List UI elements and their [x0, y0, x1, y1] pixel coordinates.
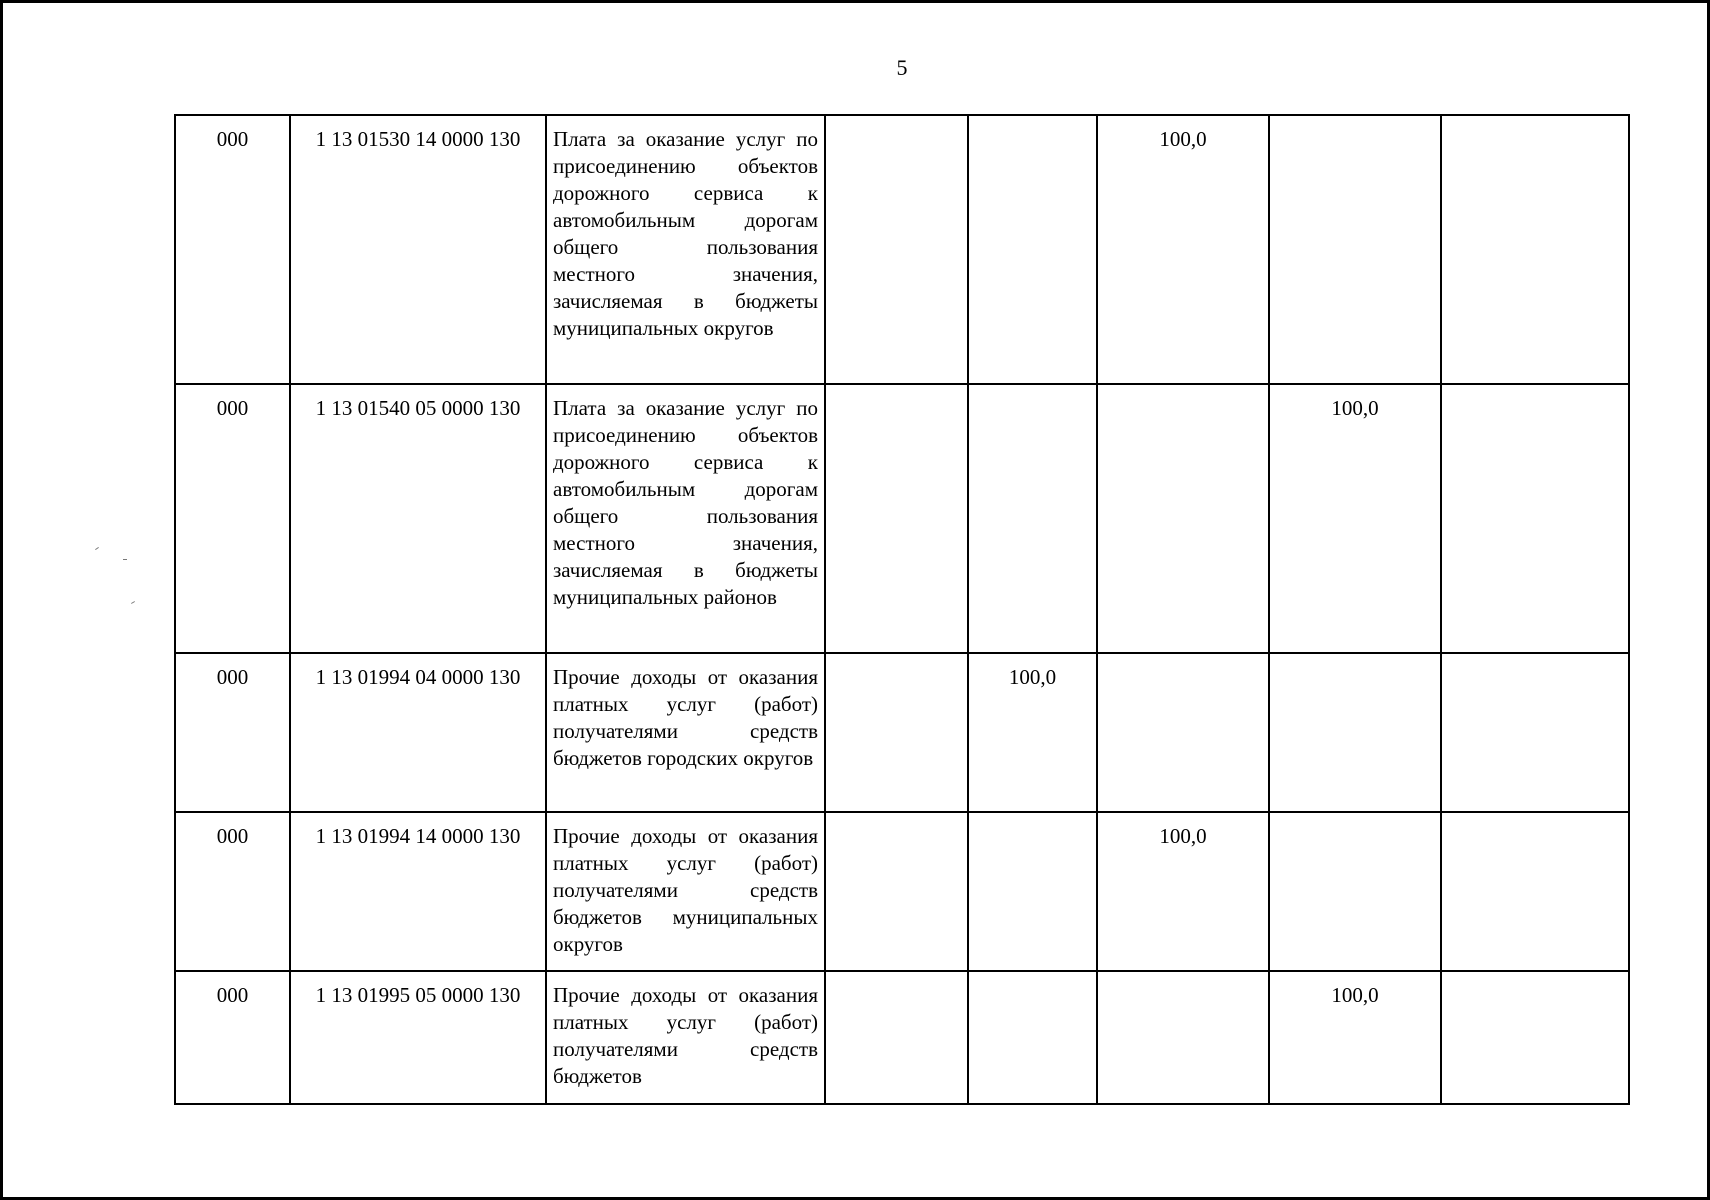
value-cell-5	[1441, 653, 1629, 812]
value-cell-2	[968, 971, 1097, 1104]
admin-code-cell: 000	[175, 971, 290, 1104]
admin-code-cell: 000	[175, 384, 290, 653]
table-row	[175, 384, 1629, 653]
budget-code-cell: 1 13 01994 14 0000 130	[290, 812, 546, 971]
value-cell-1	[825, 384, 968, 653]
value-cell-2	[968, 812, 1097, 971]
value-cell-5	[1441, 971, 1629, 1104]
revenue-name-cell: Прочие доходы от оказания платных услуг (работ) получателями средств бюджетов городских округов	[546, 653, 825, 812]
value-cell-4	[1269, 812, 1441, 971]
admin-code-cell: 000	[175, 115, 290, 384]
table-row	[175, 115, 1629, 384]
value-cell-2: 100,0	[968, 653, 1097, 812]
admin-code-cell: 000	[175, 812, 290, 971]
value-cell-4	[1269, 115, 1441, 384]
revenue-name-cell: Прочие доходы от оказания платных услуг (работ) получателями средств бюджетов	[546, 971, 825, 1104]
value-cell-4: 100,0	[1269, 384, 1441, 653]
value-cell-3	[1097, 971, 1269, 1104]
value-cell-2	[968, 115, 1097, 384]
value-cell-4: 100,0	[1269, 971, 1441, 1104]
value-cell-4	[1269, 653, 1441, 812]
admin-code-cell: 000	[175, 653, 290, 812]
value-cell-1	[825, 115, 968, 384]
scan-speck	[123, 559, 127, 560]
value-cell-3	[1097, 653, 1269, 812]
budget-code-cell: 1 13 01995 05 0000 130	[290, 971, 546, 1104]
value-cell-3: 100,0	[1097, 115, 1269, 384]
value-cell-5	[1441, 812, 1629, 971]
budget-code-cell: 1 13 01530 14 0000 130	[290, 115, 546, 384]
budget-code-cell: 1 13 01540 05 0000 130	[290, 384, 546, 653]
value-cell-3: 100,0	[1097, 812, 1269, 971]
value-cell-5	[1441, 115, 1629, 384]
budget-revenue-table	[174, 114, 1630, 1105]
revenue-name-cell: Прочие доходы от оказания платных услуг (работ) получателями средств бюджетов муниципальных округов	[546, 812, 825, 971]
scan-speck	[95, 547, 99, 550]
table-row	[175, 812, 1629, 971]
revenue-name-cell: Плата за оказание услуг по присоединению объектов дорожного сервиса к автомобильным дорогам общего пользования местного значения, зачисляемая в бюджеты муниципальных округов	[546, 115, 825, 384]
revenue-name-cell: Плата за оказание услуг по присоединению объектов дорожного сервиса к автомобильным дорогам общего пользования местного значения, зачисляемая в бюджеты муниципальных районов	[546, 384, 825, 653]
budget-code-cell: 1 13 01994 04 0000 130	[290, 653, 546, 812]
table-row	[175, 653, 1629, 812]
scan-speck	[131, 601, 135, 604]
page-number: 5	[896, 55, 908, 80]
value-cell-2	[968, 384, 1097, 653]
value-cell-1	[825, 812, 968, 971]
table-row	[175, 971, 1629, 1104]
value-cell-1	[825, 653, 968, 812]
value-cell-5	[1441, 384, 1629, 653]
value-cell-3	[1097, 384, 1269, 653]
value-cell-1	[825, 971, 968, 1104]
